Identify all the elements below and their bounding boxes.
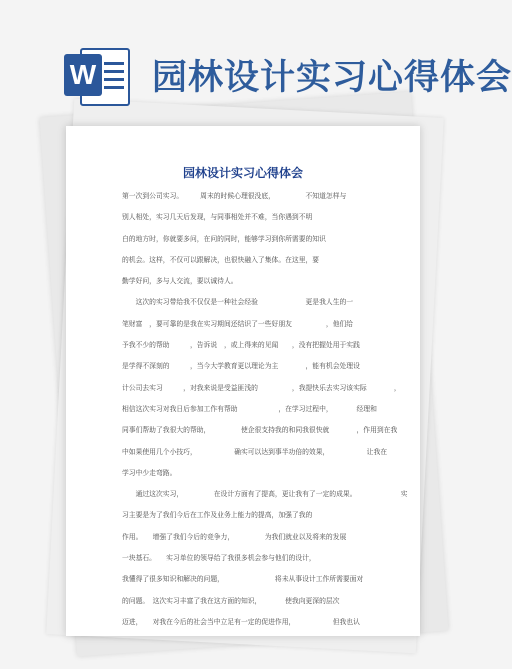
body-text-line: 作用。 增强了我们今后的竞争力， 为我们就业以及将来的发展 xyxy=(122,532,347,541)
body-text-line: 相信这次实习对我日后参加工作有帮助 ，在学习过程中， 经理和 xyxy=(122,404,377,413)
body-text-line: 笔财富 ，要可靠的是我在实习期间还结识了一些好朋友 ，他们给 xyxy=(122,319,354,328)
body-text-line: 中如果使用几个小技巧， 确实可以达到事半功倍的效果， 让我在 xyxy=(122,447,388,456)
body-text-line: 这次的实习带给我不仅仅是一种社会经验 更是我人生的一 xyxy=(122,298,354,307)
body-text-line: 是学得不深刻的 ，当今大学教育更以理论为主 ，能有机会处理设 xyxy=(122,362,360,371)
body-text-line: 计公司去实习 ，对我来说是受益匪浅的 ，我提快乐去实习该实际 ， xyxy=(122,383,401,392)
word-document-icon xyxy=(64,44,130,106)
body-text-line: 勤学好问，多与人交流，要以诚待人。 xyxy=(122,277,238,286)
word-icon-badge: W xyxy=(64,54,102,96)
document-title: 园林设计实习心得体会 xyxy=(182,166,303,180)
header-banner xyxy=(0,0,512,108)
body-text-line: 习主要是为了我们今后在工作及业务上能力的提高，加强了我的 xyxy=(122,511,313,520)
body-text-line: 学习中少走弯路。 xyxy=(122,468,177,477)
body-text-line: 第一次到公司实习。 周末的时候心理很没底， 不知道怎样与 xyxy=(122,192,347,200)
body-text-line: 的机会。这样，不仅可以跟解决，也很快融入了集体。在这里，要 xyxy=(122,255,320,264)
body-text-line: 通过这次实习， 在设计方面有了提高，更让我有了一定的成果。 实 xyxy=(122,490,408,499)
body-text-line: 同事们帮助了我很大的帮助， 使企很支持我的和同我很快就 ，作用到在我 xyxy=(122,426,398,435)
body-text-line: 迈进， 对我在今后的社会当中立足有一定的促进作用， 但我也认 xyxy=(122,617,360,626)
body-text-line: 一块基石。 实习单位的领导给了我很多机会参与他们的设计， xyxy=(122,554,316,563)
body-text-line: 别人相处，实习几天后发现，与同事相处并不难，当你遇到不明 xyxy=(122,213,313,222)
header-title: 园林设计实习心得体会 xyxy=(152,58,512,98)
body-text-line: 的问题。 这次实习丰富了我在这方面的知识， 使我向更深的层次 xyxy=(122,596,340,605)
document-body xyxy=(122,186,408,633)
document-page xyxy=(66,126,420,636)
body-text-line: 予我不少的帮助 ，告诉说 ，或上得来的见闻 ，没有把握处用于实践 xyxy=(122,341,360,350)
body-text-line: 我懂得了很多知识和解决的问题， 将未从事设计工作所需要面对 xyxy=(122,575,364,584)
body-text-line: 白的地方时，你就要多问，在问的同时，能够学习到你所需要的知识 xyxy=(122,234,326,243)
